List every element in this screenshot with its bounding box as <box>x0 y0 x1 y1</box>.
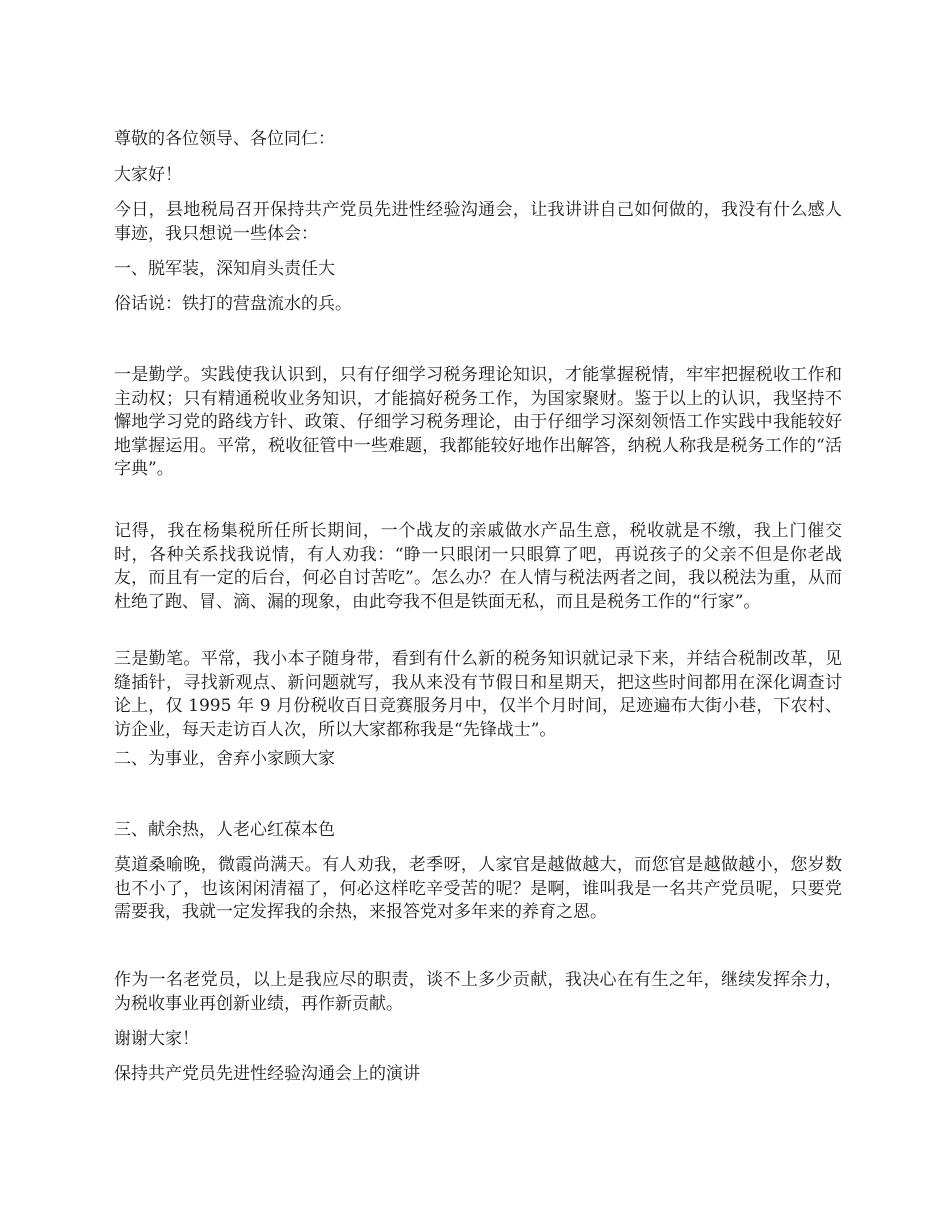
section-heading-3: 三、献余热，人老心红葆本色 <box>114 820 335 840</box>
section-heading-1: 一、脱军装，深知肩头责任大 <box>114 259 335 279</box>
speech-title-line: 保持共产党员先进性经验沟通会上的演讲 <box>114 1064 420 1084</box>
intro-paragraph: 今日，县地税局召开保持共产党员先进性经验沟通会，让我讲讲自己如何做的，我没有什么感人事迹，我只想说一些体会： <box>114 200 842 244</box>
thanks-line: 谢谢大家！ <box>114 1029 199 1049</box>
diligent-study-paragraph: 一是勤学。实践使我认识到，只有仔细学习税务理论知识，才能掌握税情，牢牢把握税收工作和主动权；只有精通税收业务知识，才能搞好税务工作，为国家聚财。鉴于以上的认识，我坚持不懈地学习党的路线方针、政策、仔细学习税务理论，由于仔细学习深刻领悟工作实践中我能较好地掌握运用。平常，税收征管中一些难题，我都能较好地作出解答，纳税人称我是税务工作的“活字典”。 <box>114 365 842 479</box>
greeting: 大家好！ <box>114 165 182 185</box>
anecdote-paragraph: 记得，我在杨集税所任所长期间，一个战友的亲戚做水产品生意，税收就是不缴，我上门催交时，各种关系找我说情，有人劝我：“睁一只眼闭一只眼算了吧，再说孩子的父亲不但是你老战友，而且有一定的后台，何必自讨苦吃”。怎么办？在人情与税法两者之间，我以税法为重，从而杜绝了跑、冒、滴、漏的现象，由此夸我不但是铁面无私，而且是税务工作的“行家”。 <box>114 521 842 612</box>
dedication-paragraph: 莫道桑喻晚，微霞尚满天。有人劝我，老季呀，人家官是越做越大，而您官是越做越小，您岁数也不小了，也该闲闲清福了，何必这样吃辛受苦的呢？是啊，谁叫我是一名共产党员呢，只要党需要我，我就一定发挥我的余热，来报答党对多年来的养育之恩。 <box>114 855 842 922</box>
closing-paragraph: 作为一名老党员，以上是我应尽的职责，谈不上多少贡献，我决心在有生之年，继续发挥余力，为税收事业再创新业绩，再作新贡献。 <box>114 970 842 1014</box>
section-heading-2: 二、为事业，舍弃小家顾大家 <box>114 749 335 769</box>
salutation: 尊敬的各位领导、各位同仁： <box>114 129 335 149</box>
diligent-writing-paragraph: 三是勤笔。平常，我小本子随身带，看到有什么新的税务知识就记录下来，并结合税制改革，见缝插针，寻找新观点、新问题就写，我从来没有节假日和星期天，把这些时间都用在深化调查讨论上，仅 1995 年 9 月份税收百日竞赛服务月中，仅半个月时间，足迹遍布大街小巷，下农村、访企业，每天走访百人次，所以大家都称我是“先锋战士”。 <box>114 649 842 740</box>
proverb-paragraph: 俗话说：铁打的营盘流水的兵。 <box>114 294 352 314</box>
